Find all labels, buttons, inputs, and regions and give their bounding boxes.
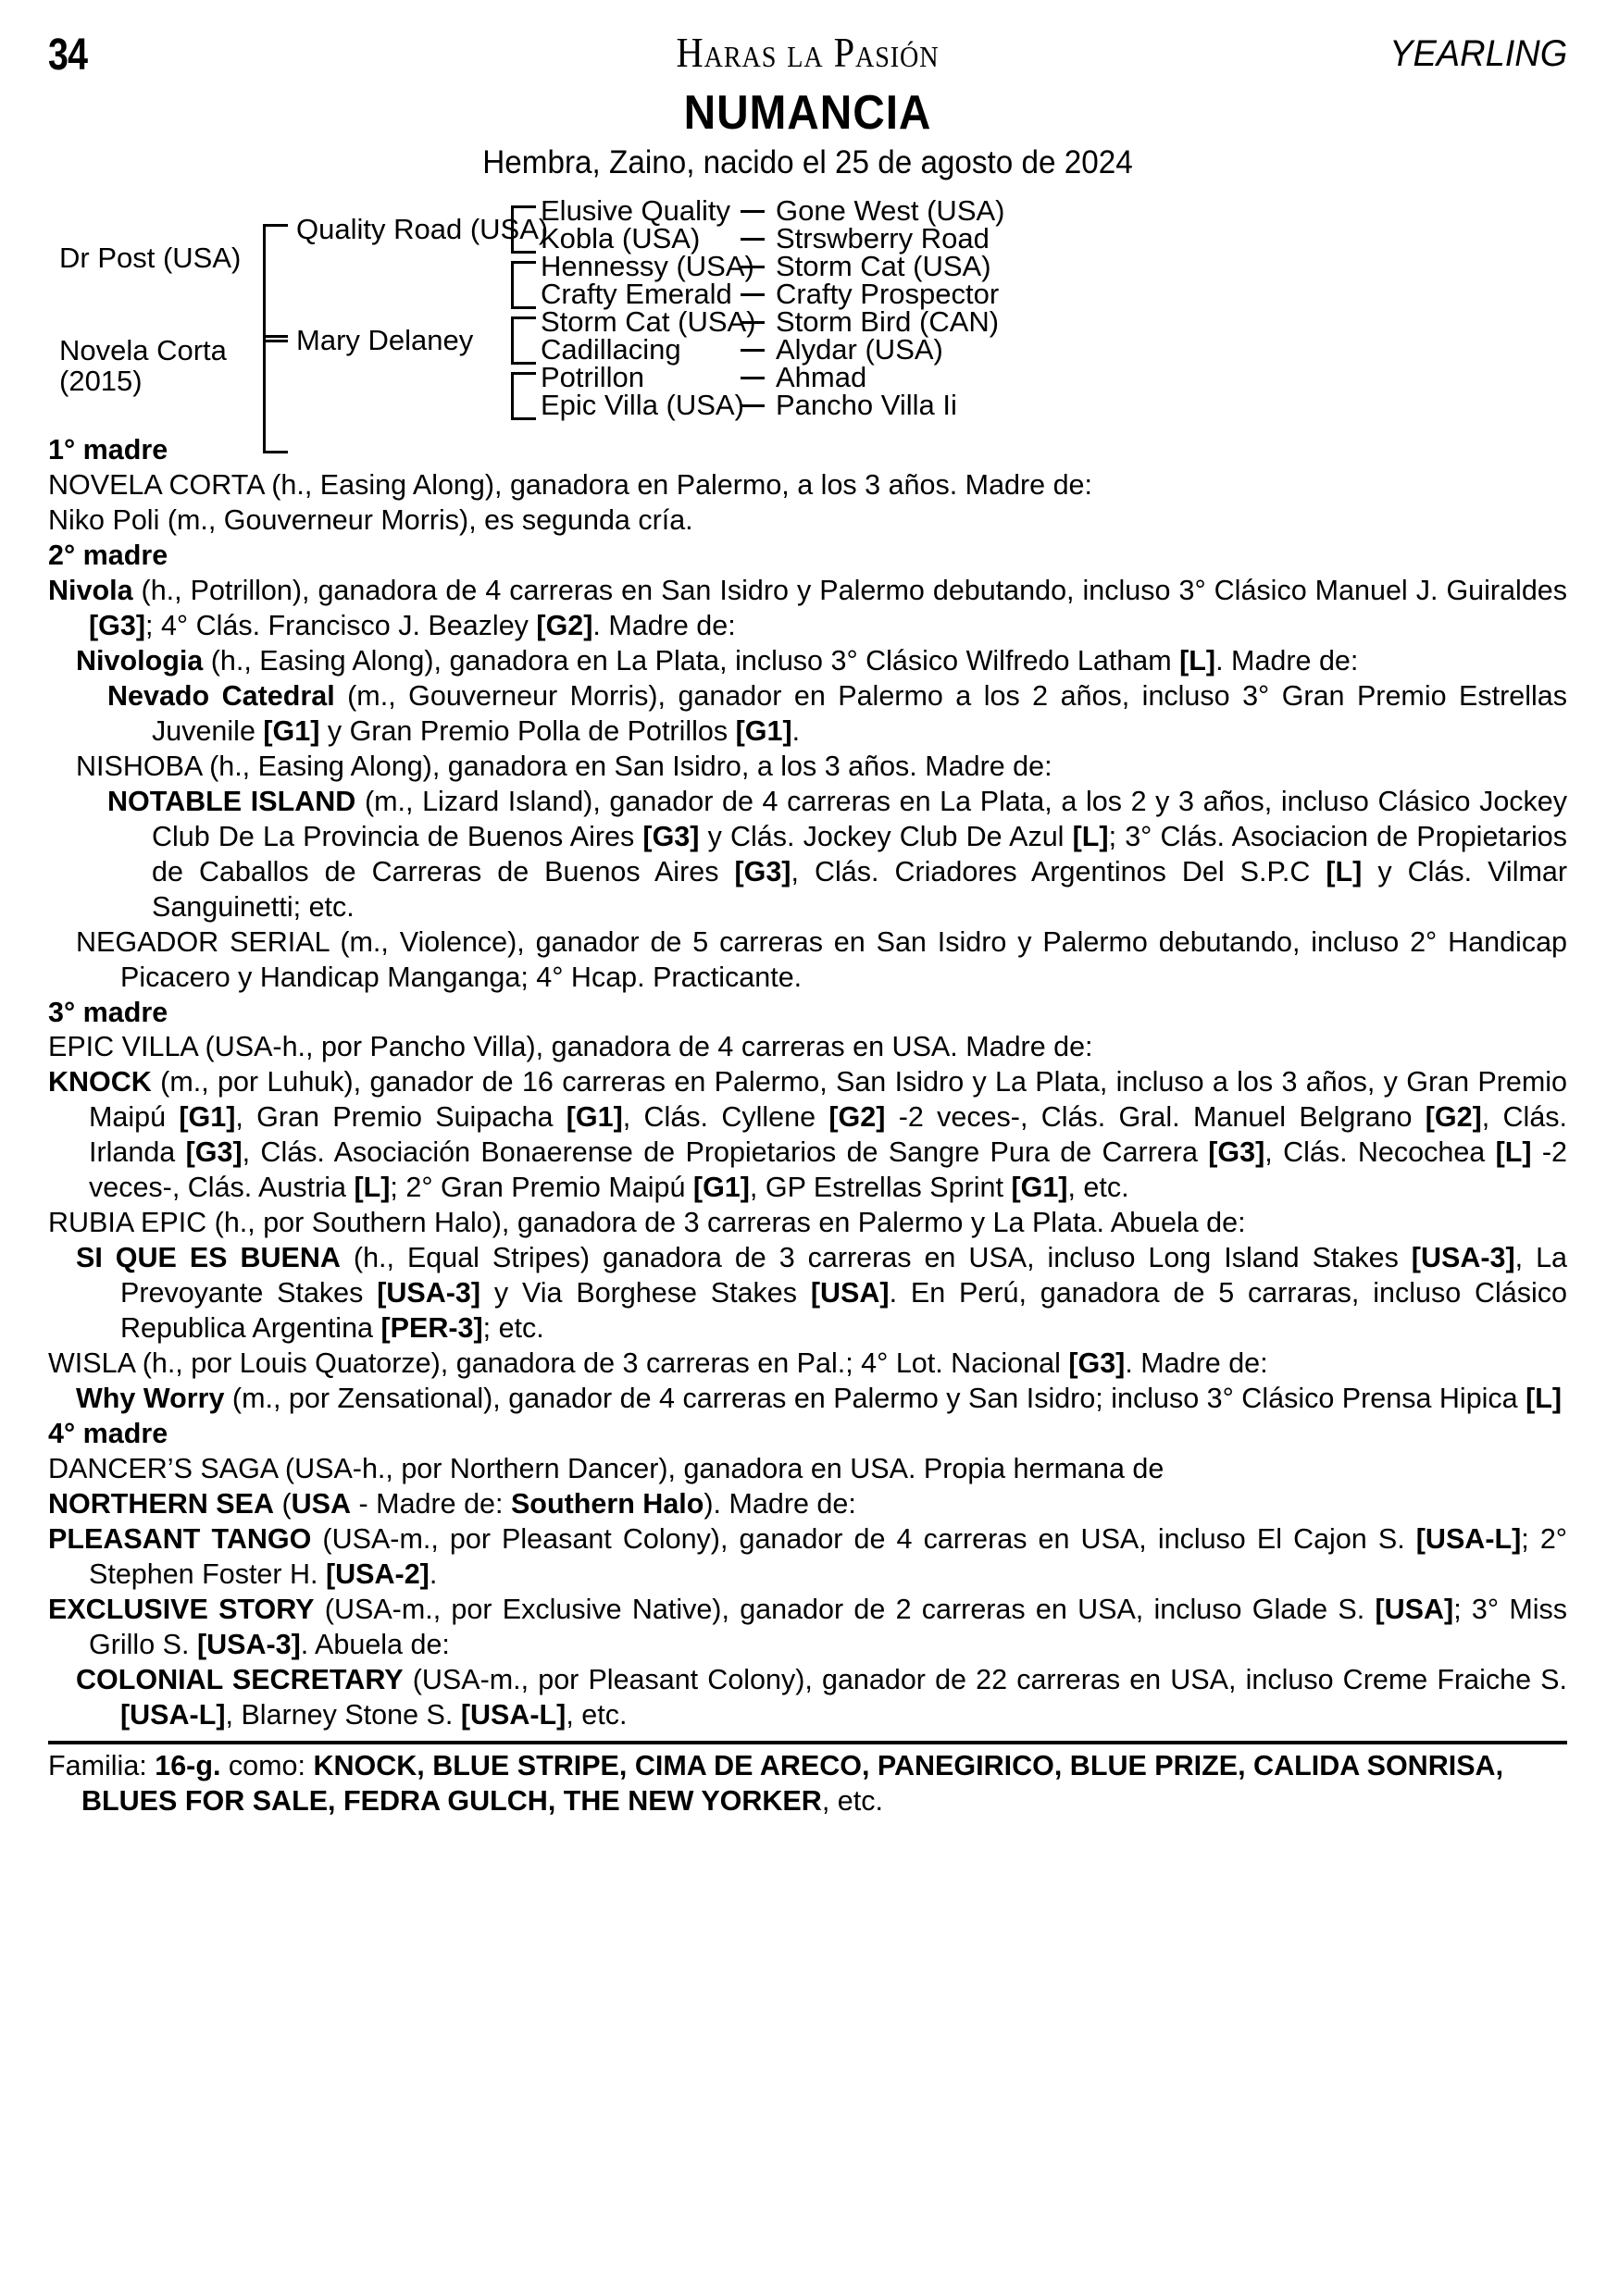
grade-g2: [G2] (536, 609, 593, 641)
entry-northern-sea-text2: ). Madre de: (704, 1488, 856, 1520)
entry-notable-text2: y Clás. Jockey Club De Azul (699, 820, 1073, 852)
entry-knock-text4: -2 veces-, Clás. Gral. Manuel Belgrano (885, 1101, 1426, 1134)
entry-exclusive-text2: ; 3° Miss Grillo S. (89, 1593, 1568, 1660)
grade-knock-g1c: [G1] (692, 1172, 750, 1204)
pedigree-gen4-6: Ahmad (776, 361, 867, 393)
entry-nivola-name: Nivola (48, 574, 133, 606)
grade-usa: [USA] (810, 1277, 890, 1309)
grade-g3-b: [G3] (734, 855, 791, 887)
paren-open: ( (274, 1488, 292, 1520)
section-heading-madre3: 3° madre (48, 996, 168, 1028)
entry-nevado-text: (m., Gouverneur Morris), ganador en Palermo a los 2 años, incluso 3° Gran Premio Estrellas Juvenile (152, 679, 1567, 747)
pedigree-gen3-1: Kobla (USA) (541, 222, 701, 254)
entry-northern-sea-text: - Madre de: (351, 1488, 511, 1520)
entry-nivologia-text2: . Madre de: (1215, 644, 1359, 676)
pedigree-gen3-4: Storm Cat (USA) (541, 305, 756, 338)
entry-nivola-text3: . Madre de: (592, 609, 736, 641)
entry-pleasant-text: (USA-m., por Pleasant Colony), ganador de 4 carreras en USA, incluso El Cajon S. (311, 1523, 1416, 1556)
entry-rubia-epic: RUBIA EPIC (h., por Southern Halo), ganadora de 3 carreras en Palermo y La Plata. Abuela de: (48, 1207, 1246, 1239)
pedigree-gen4-1: Strswberry Road (776, 222, 990, 254)
grade-colonial-usala: [USA-L] (120, 1698, 226, 1731)
brace-sire-gen2 (263, 224, 288, 342)
entry-sique-text3: y Via Borghese Stakes (480, 1277, 811, 1309)
dash-gen4-5 (741, 349, 765, 352)
grade-usa3-a: [USA-3] (1411, 1242, 1515, 1274)
entry-knock-text: (m., por Luhuk), ganador de 16 carreras en Palermo, San Isidro y La Plata, incluso a los 3 años, y Gran Premio Maipú (89, 1066, 1567, 1134)
haras-name: Haras la Pasión (676, 29, 940, 76)
entry-nivologia-name: Nivologia (76, 644, 204, 676)
pedigree-gen2-0: Quality Road (USA) (296, 213, 549, 245)
entry-notable-text4: , Clás. Criadores Argentinos Del S.P.C (791, 855, 1326, 887)
brace-gen3-b (511, 261, 536, 309)
entry-sique-text: (h., Equal Stripes) ganadora de 3 carreras en USA, incluso Long Island Stakes (340, 1242, 1412, 1274)
pedigree-gen2-1: Mary Delaney (296, 324, 474, 356)
pedigree-tree (48, 194, 1567, 428)
grade-knock-g2b: [G2] (1425, 1101, 1482, 1134)
entry-knock-text6: , Clás. Asociación Bonaerense de Propietarios de Sangre Pura de Carrera (242, 1136, 1209, 1169)
entry-knock-text5: , Clás. Irlanda (89, 1101, 1568, 1169)
family-names: KNOCK, BLUE STRIPE, CIMA DE ARECO, PANEGIRICO, BLUE PRIZE, CALIDA SONRISA, BLUES FOR SALE, FEDRA GULCH, THE NEW YORKER (81, 1749, 1504, 1817)
entry-exclusive-story (48, 1593, 1567, 1663)
entry-notable-name: NOTABLE ISLAND (107, 785, 356, 817)
tag-usa: USA (291, 1488, 352, 1520)
brace-gen3-a (511, 205, 536, 254)
grade-colonial-usalb: [USA-L] (460, 1698, 567, 1731)
entry-whyworry-name: Why Worry (76, 1383, 225, 1415)
grade-whyworry-l: [L] (1526, 1383, 1563, 1415)
entry-sique-text4: . En Perú, ganadora de 5 carraras, incluso Clásico Republica Argentina (120, 1277, 1567, 1345)
horse-description: Hembra, Zaino, nacido el 25 de agosto de 2024 (482, 144, 1133, 180)
dash-gen4-1 (741, 238, 765, 241)
dash-gen4-0 (741, 210, 765, 213)
dash-gen4-7 (741, 404, 765, 407)
entry-knock-text2: , Gran Premio Suipacha (235, 1101, 567, 1134)
pedigree-gen3-2: Hennessy (USA) (541, 250, 754, 282)
footer-divider (48, 1741, 1567, 1744)
pedigree-gen3-7: Epic Villa (USA) (541, 389, 744, 421)
entry-colonial-text3: , etc. (566, 1698, 628, 1731)
grade-g3: [G3] (89, 609, 145, 641)
grade-g1-a: [G1] (263, 714, 320, 747)
section-heading-madre2: 2° madre (48, 539, 168, 571)
entry-knock-text3: , Clás. Cyllene (622, 1101, 829, 1134)
entry-nevado-text2: y Gran Premio Polla de Potrillos (319, 714, 736, 747)
entry-nevado-text3: . (791, 714, 801, 747)
family-como: como: (220, 1749, 314, 1781)
pedigree-sire: Dr Post (USA) (59, 242, 242, 274)
brace-gen3-d (511, 372, 536, 420)
entry-knock-text11: , etc. (1067, 1172, 1129, 1204)
entry-sique-text5: ; etc. (482, 1312, 544, 1345)
entry-dancers-saga (48, 1452, 1567, 1487)
grade-per3: [PER-3] (380, 1312, 483, 1345)
entry-pleasant-text3: . (429, 1558, 438, 1590)
pedigree-gen4-7: Pancho Villa Ii (776, 389, 957, 421)
dash-gen4-2 (741, 266, 765, 268)
grade-g1-b: [G1] (735, 714, 792, 747)
pedigree-dam (59, 335, 227, 397)
entry-wisla-text: WISLA (h., por Louis Quatorze), ganadora de 3 carreras en Pal.; 4° Lot. Nacional (48, 1347, 1069, 1380)
entry-si-que-es-buena (48, 1241, 1567, 1347)
entry-nivola-text2: ; 4° Clás. Francisco J. Beazley (145, 609, 537, 641)
page-header (48, 20, 1567, 81)
grade-knock-la: [L] (1495, 1136, 1532, 1169)
grade-knock-g1a: [G1] (179, 1101, 236, 1134)
entry-colonial-text: (USA-m., por Pleasant Colony), ganador de 22 carreras en USA, incluso Creme Fraiche S. (403, 1663, 1567, 1695)
entry-knock-name: KNOCK (48, 1066, 152, 1098)
brace-dam-gen2 (263, 335, 288, 453)
pedigree-dam-year: (2015) (59, 365, 143, 398)
grade-exclusive-usa: [USA] (1375, 1593, 1454, 1625)
entry-knock-text8: -2 veces-, Clás. Austria (89, 1136, 1568, 1204)
pedigree-gen3-6: Potrillon (541, 361, 644, 393)
entry-colonial-name: COLONIAL SECRETARY (76, 1663, 404, 1695)
grade-l: [L] (1179, 644, 1216, 676)
dash-gen4-3 (741, 293, 765, 296)
entry-exclusive-text: (USA-m., por Exclusive Native), ganador de 2 carreras en USA, incluso Glade S. (314, 1593, 1376, 1625)
entry-novela-corta: NOVELA CORTA (h., Easing Along), ganadora en Palermo, a los 3 años. Madre de: (48, 468, 1092, 501)
entry-northern-sea-name: NORTHERN SEA (48, 1488, 275, 1520)
entry-nivola-text: (h., Potrillon), ganadora de 4 carreras en San Isidro y Palermo debutando, incluso 3° Clásico Manuel J. Guiraldes (132, 574, 1567, 606)
entry-nivologia-text: (h., Easing Along), ganadora en La Plata, incluso 3° Clásico Wilfredo Latham (203, 644, 1180, 676)
pedigree-gen4-0: Gone West (USA) (776, 194, 1005, 227)
entry-nivola (48, 574, 1567, 644)
entry-knock (48, 1065, 1567, 1206)
entry-knock-text7: , Clás. Necochea (1264, 1136, 1496, 1169)
grade-wisla-g3: [G3] (1068, 1347, 1126, 1380)
grade-knock-g1d: [G1] (1011, 1172, 1068, 1204)
entry-notable-text: (m., Lizard Island), ganador de 4 carreras en La Plata, a los 2 y 3 años, incluso Clásico Jockey Club De La Provincia de Buenos Aires (152, 785, 1567, 852)
pedigree-gen3-5: Cadillacing (541, 333, 681, 366)
pedigree-notes (48, 433, 1567, 1733)
entry-colonial-secretary (48, 1663, 1567, 1733)
family-line (48, 1748, 1567, 1818)
grade-l-a: [L] (1072, 820, 1109, 852)
dash-gen4-6 (741, 377, 765, 379)
entry-southern-halo: Southern Halo (510, 1488, 704, 1520)
pedigree-gen3-0: Elusive Quality (541, 194, 731, 227)
pedigree-gen4-5: Alydar (USA) (776, 333, 943, 366)
entry-wisla (48, 1347, 1567, 1382)
entry-pleasant-text2: ; 2° Stephen Foster H. (89, 1523, 1567, 1590)
pedigree-gen4-3: Crafty Prospector (776, 278, 1000, 310)
grade-g3-a: [G3] (642, 820, 700, 852)
section-heading-madre4: 4° madre (48, 1418, 168, 1450)
entry-wisla-text2: . Madre de: (1125, 1347, 1268, 1380)
pedigree-gen4-2: Storm Cat (USA) (776, 250, 991, 282)
pedigree-gen4-4: Storm Bird (CAN) (776, 305, 1000, 338)
entry-sique-name: SI QUE ES BUENA (76, 1242, 341, 1274)
grade-knock-g2a: [G2] (828, 1101, 886, 1134)
entry-why-worry (48, 1382, 1567, 1417)
grade-knock-g3b: [G3] (1208, 1136, 1265, 1169)
entry-nishoba: NISHOBA (h., Easing Along), ganadora en San Isidro, a los 3 años. Madre de: (76, 750, 1052, 782)
entry-niko-poli: Niko Poli (m., Gouverneur Morris), es segunda cría. (48, 503, 693, 536)
entry-notable-text5: y Clás. Vilmar Sanguinetti; etc. (152, 855, 1568, 923)
entry-negador-serial: NEGADOR SERIAL (m., Violence), ganador de 5 carreras en San Isidro y Palermo debutando, incluso 2° Handicap Picacero y Handicap Manganga; 4° Hcap. Practicante. (76, 925, 1567, 993)
entry-pleasant-tango (48, 1522, 1567, 1593)
grade-usa3-b: [USA-3] (377, 1277, 481, 1309)
grade-l-b: [L] (1326, 855, 1363, 887)
entry-northern-sea (48, 1487, 1567, 1522)
entry-colonial-text2: , Blarney Stone S. (225, 1698, 461, 1731)
entry-exclusive-text3: . Abuela de: (300, 1628, 450, 1660)
entry-epic-villa: EPIC VILLA (USA-h., por Pancho Villa), ganadora de 4 carreras en USA. Madre de: (48, 1031, 1093, 1063)
entry-sique-text2: , La Prevoyante Stakes (120, 1242, 1568, 1309)
entry-nivologia (48, 644, 1567, 679)
entry-whyworry-text: (m., por Zensational), ganador de 4 carreras en Palermo y San Isidro; incluso 3° Clásico Prensa Hipica (224, 1383, 1526, 1415)
entry-exclusive-name: EXCLUSIVE STORY (48, 1593, 315, 1625)
entry-notable-text3: ; 3° Clás. Asociacion de Propietarios de Caballos de Carreras de Buenos Aires (152, 820, 1567, 887)
entry-dancers-text: DANCER’S SAGA (USA-h., por Northern Dancer), ganadora en USA. Propia hermana de (48, 1453, 1164, 1485)
grade-knock-g1b: [G1] (566, 1101, 623, 1134)
entry-knock-text9: ; 2° Gran Premio Maipú (390, 1172, 693, 1204)
pedigree-dam-name: Novela Corta (59, 334, 227, 366)
horse-name: NUMANCIA (683, 86, 932, 140)
grade-exclusive-usa3: [USA-3] (196, 1628, 301, 1660)
entry-nevado-catedral (48, 679, 1567, 750)
brace-gen3-c (511, 316, 536, 365)
entry-nevado-name: Nevado Catedral (107, 679, 335, 712)
family-label: Familia: (48, 1749, 156, 1781)
grade-usal: [USA-L] (1415, 1523, 1522, 1556)
section-heading-madre1: 1° madre (48, 434, 168, 465)
pedigree-gen3-3: Crafty Emerald (541, 278, 732, 310)
lot-number: 34 (48, 31, 88, 80)
entry-knock-text10: , GP Estrellas Sprint (749, 1172, 1012, 1204)
family-etc: , etc. (821, 1784, 883, 1817)
entry-pleasant-name: PLEASANT TANGO (48, 1523, 312, 1556)
grade-usa2: [USA-2] (326, 1558, 430, 1590)
family-number: 16-g. (155, 1749, 221, 1781)
grade-knock-g3a: [G3] (185, 1136, 243, 1169)
entry-notable-island (48, 785, 1567, 925)
sale-category: YEARLING (1389, 33, 1567, 74)
dash-gen4-4 (741, 321, 765, 324)
grade-knock-lb: [L] (354, 1172, 391, 1204)
